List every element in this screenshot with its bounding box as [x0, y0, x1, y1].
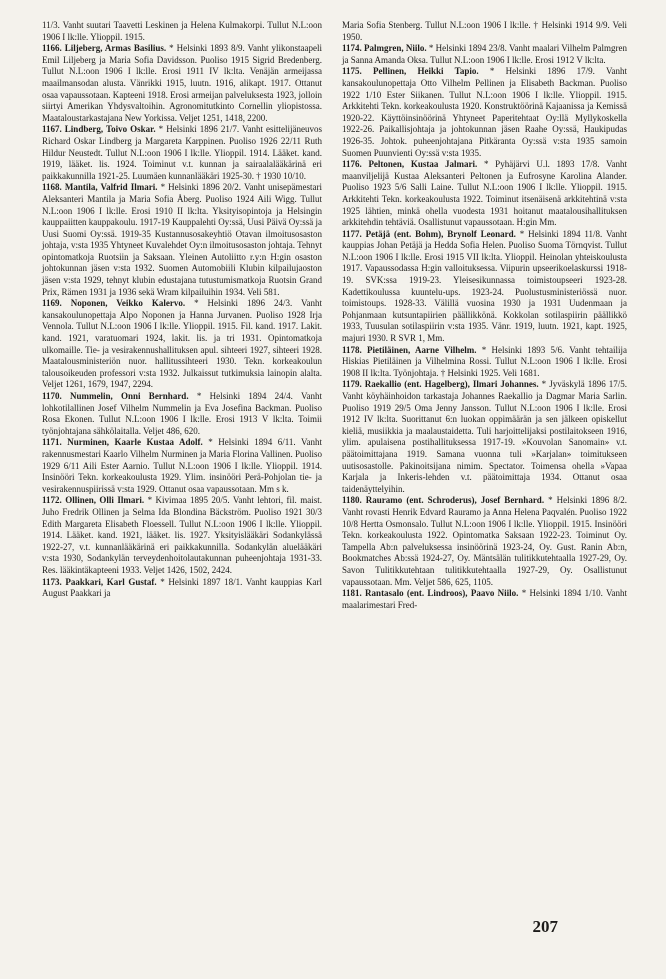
entry-text: * Helsinki 1893 8/9. Vanht ylikonstaapeli Emil Liljeberg ja Maria Sofia Davidsson. Puoliso 1915 Sigrid Bredenberg. Tullut N.L:oon 1906 I lk:lle. Erosi 1911 IV lk:lta. Venäjän armeijassa maailmansodan alusta. Vänrikki 1915, luutn. 1916, alikapt. 1917. Ottanut osaa vapaussotaan. Kapteeni 1918. Erosi armeijan palveluksesta 1923, jolloin siirtyi Amerikan Yhdysvaltoihin. Agronomitutkinto Cornellin yliopistossa. Maataloustarkastajana New Yorkissa. Veljet 1251, 1418, 2200. [42, 43, 323, 123]
entry-text: Maria Sofia Stenberg. Tullut N.L:oon 1906 I lk:lle. † Helsinki 1914 9/9. Veli 1950. [342, 20, 627, 42]
entry-text: * Helsinki 1896 20/2. Vanht unisepämestari Aleksanteri Mantila ja Maria Sofia Åberg. Puoliso 1924 Aili Wigg. Tullut N.L:oon 1906 I lk:lle. Erosi 1910 II lk:lta. Yksityisopintoja ja Helsingin kauppaiitten kauppakoulu. 1917-19 Kauppalehti Oy:ssä, Uusi Päivä Oy:ssä ja Uusi Suomi Oy:ssä. 1919-35 Kustannusosakeyhtiö Otavan ilmoitusosaston johtaja, v:sta 1935 Yhtyneet Kuvalehdet Oy:n ilmoitusosaston johtaja. Tehnyt opintomatkoja Ruotsiin ja Saksaan. Yleinen Autoliitto r.y:n H:gin osaston johtokunnan jäsen v:sta 1932. Suomen Automobiili Klubin kilpailujaoston jäsen v:sta 1929, tehnyt klubin edustajana tutustumismatkoja Ruotsin Grand Prix, Rämen 1931 ja 1936 sekä Wram kilpailuihin 1934. Veli 581. [42, 182, 322, 297]
biography-entry [342, 20, 627, 43]
biography-entry [42, 124, 322, 182]
entry-text: * Helsinki 1894 1/10. Vanht maalarimestari Fred- [342, 588, 627, 610]
entry-text: * Pyhäjärvi U.l. 1893 17/8. Vanht maanviljelijä Kustaa Aleksanteri Peltonen ja Eufrosyne Karolina Alander. Puoliso 1923 5/6 Salli Laine. Tullut N.L:oon 1906 I lk:lle. Ylioppil. 1915. Arkkitehti Tekn. korkeakoulusta 1922. Toiminut itsenäisenä arkkitehtinä v:sta 1925 lähtien, minkä ohella vuodesta 1931 hoitanut maatalousihallituksen arkkitehdin tehtäviä. Osallistunut vapaussotaan. H:gin Mm. [342, 159, 628, 228]
entry-heading: 1175. Pellinen, Heikki Tapio. [342, 66, 479, 77]
biography-entry [342, 345, 627, 380]
biography-entry [342, 229, 627, 345]
biography-entry [42, 43, 322, 124]
entry-text: * Helsinki 1893 5/6. Vanht tehtailija Hiskias Pietiläinen ja Vilhelmina Rossi. Tullut N.L:oon 1906 I lk:lle. Erosi 1908 II lk:lta. Työnjohtaja. † Helsinki 1925. Veli 1681. [342, 344, 628, 378]
entry-heading: 1170. Nummelin, Onni Bernhard. [42, 391, 189, 401]
biography-entry [42, 298, 322, 391]
entry-text: * Helsinki 1897 18/1. Vanht kauppias Karl August Paakkari ja [42, 576, 322, 599]
biography-entry [342, 159, 627, 229]
page-number: 207 [532, 917, 558, 936]
biography-entry [42, 391, 322, 437]
entry-text: 11/3. Vanht suutari Taavetti Leskinen ja Helena Kulmakorpi. Tullut N.L:oon 1906 I lk:lle. Ylioppil. 1915. [42, 20, 322, 42]
biography-entry [342, 495, 627, 588]
biography-entry [342, 588, 627, 611]
biography-entry [342, 379, 627, 495]
biography-entry [42, 577, 322, 600]
entry-text: * Helsinki 1896 8/2. Vanht rovasti Henrik Edvard Rauramo ja Anna Helena Paqvalén. Puoliso 1922 10/8 Hertta Osmonsalo. Tullut N.L:oon 1906 I lk:lle. Ylioppil. 1915. Insinööri Tekn. korkeakoulusta 1922. Opintomatka Saksaan 1922-23. Toiminut Oy. Tampella Ab:n palveluksessa insinöörinä 1923-24, Oy. Gust. Ranin Ab:n, Bookmatches Ab:ssä 1924-27, Oy. Mäntsälän tulitikkutehtaalla 1927-29, Oy. Savon Tulitikkutehtaan tulitikkutehtaalla 1927-29, Oy. Osallistunut vapaussotaan. Mm. Veljet 586, 625, 1105. [342, 495, 627, 587]
entry-text: * Helsinki 1896 21/7. Vanht esittelijäneuvos Richard Oskar Lindberg ja Margareta Karppinen. Puoliso 1926 22/11 Ruth Hildur Neustedt. Tullut N.L:oon 1906 I lk:lle. Ylioppil. 1914. Lääket. kand. 1919, lääket. lis. 1924. Toiminut v.t. kunnan ja sairaalalääkärinä eri paikkakunnilla 1921-25. Luumäen kunnanlääkäri 1925-30. † 1930 10/10. [42, 124, 322, 181]
biography-entry [342, 66, 627, 159]
entry-text: * Helsinki 1896 17/9. Vanht kansakoulunopettaja Otto Vilhelm Pellinen ja Elisabeth Backman. Puoliso 1922 1/10 Ester Siikanen. Tullut N.L:oon 1906 I lk:lle. Ylioppil. 1915. Arkkitehti Tekn. korkeakoulusta 1920. Konstruktöörinä Kajaanissa ja Kemissä 1920-22. Käyttöinsinöörinä Yhtyneet Paperitehtaat Oy:llä Myllykoskella 1922-26. Paikallisjohtaja ja johtokunnan jäsen Raahe Oy:ssä, Haukipudas 1926-35. Johtok. puheenjohtajana Pitkäranta Oy:ssä v:sta 1935 samoin Suomen Puunvienti Oy:ssä v:sta 1935. [342, 66, 627, 158]
entry-heading: 1172. Ollinen, Olli Ilmari. [42, 495, 145, 506]
biography-entry [342, 43, 627, 66]
entry-text: * Helsinki 1894 24/4. Vanht lohkotilallinen Josef Vilhelm Nummelin ja Eva Josefina Backman. Puoliso Rosa Ekonen. Tullut N.L:oon 1906 I lk:lle. Erosi 1913 V lk:lta. Toimii työnjohtajana sähkölaitalla. Veljet 486, 620. [42, 391, 322, 436]
entry-text: * Helsinki 1894 23/8. Vanht maalari Vilhelm Palmgren ja Sanna Amanda Oksa. Tullut N.L:oon 1906 I lk:lle. Erosi 1912 V lk:lta. [342, 43, 627, 65]
entry-heading: 1178. Pietiläinen, Aarne Vilhelm. [342, 344, 477, 355]
entry-heading: 1180. Rauramo (ent. Schroderus), Josef Bernhard. [342, 495, 545, 506]
biography-entry [42, 437, 322, 495]
left-column [42, 20, 322, 600]
entry-heading: 1181. Rantasalo (ent. Lindroos), Paavo Niilo. [342, 588, 519, 599]
entry-heading: 1168. Mantila, Valfrid Ilmari. [42, 182, 158, 193]
right-column [342, 20, 627, 611]
biography-entry [42, 20, 322, 43]
entry-heading: 1173. Paakkari, Karl Gustaf. [42, 576, 157, 587]
entry-heading: 1169. Noponen, Veikko Kalervo. [42, 298, 186, 309]
entry-heading: 1171. Nurminen, Kaarle Kustaa Adolf. [42, 437, 203, 448]
entry-heading: 1167. Lindberg, Toivo Oskar. [42, 124, 156, 135]
entry-text: * Helsinki 1894 11/8. Vanht kauppias Johan Petäjä ja Hedda Sofia Helen. Puoliso Suoma Törnqvist. Tullut N.L:oon 1906 I lk:lle. Erosi 1915 VII lk:lta. Ylioppil. Heinolan yhteiskoulusta 1917. Vapaussodassa H:gin valloituksessa. Viipurin upseerikoelaskurssi 1918-19. SVK:ssa 1919-23. Yleisesikunnassa toimistoupseeri 1923-28. Kadettikoulussa kuuntelu-ups. 1923-24. Puolustusministeriössä nuor. toimistoups. 1928-33. Välillä vuosina 1930 ja 1931 Uudenmaan ja Pohjanmaan kutsuntapiirien päällikkönä. Kokkolan sotilaspiirin päällikkö 1933, Tuusulan sotilaspiirin v:sta 1935. Vänr. 1919, luutn. 1921, kapt. 1925, majuri 1930. R SVR 1, Mm. [342, 228, 627, 344]
entry-text: * Helsinki 1894 6/11. Vanht rakennusmestari Kaarlo Vilhelm Nurminen ja Maria Florina Vallinen. Puoliso 1929 6/11 Aili Ester Aarnio. Tullut N.L:oon 1906 I lk:lle. Ylioppil. 1914. Insinööri Tekn. korkeakoulusta 1929. Ylim. insinööri Perä-Pohjolan tie- ja vesirakennuspiirissä v:sta 1929. Ottanut osaa vapaussotaan. Mm s k. [42, 437, 323, 494]
entry-heading: 1179. Raekallio (ent. Hagelberg), Ilmari Johannes. [342, 379, 539, 390]
entry-text: * Kivimaa 1895 20/5. Vanht lehtori, fil. maist. Juho Fredrik Ollinen ja Selma Ida Blondina Bäckström. Puoliso 1921 30/3 Edith Margareta Elisabeth Floessell. Tullut N.L:oon 1906 I lk:lle. Ylioppil. 1914. Lääket. kand. 1921, lääket. lis. 1927. Yksityislääkäri Sodankylässä 1922-27, v.t. kunnanlääkärinä eri paikkakunnilla. Sodankylän aluelääkäri v:sta 1930, Sodankylän terveydenhoitolautakunnan puheenjohtaja 1931-33. Res. lääkintäkapteeni 1933. Veljet 1426, 1502, 2424. [42, 495, 322, 575]
entry-text: * Helsinki 1896 24/3. Vanht kansakoulunopettaja Alpo Noponen ja Hanna Jurvanen. Puoliso 1928 Irja Vennola. Tullut N.L:oon 1906 I lk:lle. Ylioppil. 1915. Fil. kand. 1917. Lakit. kand. 1921, varatuomari 1924, lakit. lis. ja tri 1931. Opintomatkoja ulkomaille. Tie- ja vesirakennushallituksen apul. sihteeri 1927, sihteeri 1928. Maatalousministeriön nuor. hallitussihteeri 1930. Tekn. korkeakoulun talousoikeuden professori v:sta 1932. Julkaissut tutkimuksia lainopin alalta. Veljet 1261, 1679, 1947, 2294. [42, 298, 322, 390]
entry-text: * Jyväskylä 1896 17/5. Vanht köyhäinhoidon tarkastaja Johannes Raekallio ja Dagmar Maria Sarlin. Puoliso 1919 29/5 Oma Jenny Jansson. Tullut N.L:oon 1906 I lk:lle. Erosi 1912 IV lk:lta. Suorittanut 6:n luokan oppimäärän ja sen jälkeen opiskellut kieliä, musiikkia ja maalaustaidetta. Tuli harjoittelijaksi postilaitokseen 1916, ylim. apulaisena postihallituksessa 1917-19. »Kouvolan Sanomain» v.t. päätoimittajana 1919. Samana vuonna tuli »Karjalan» toimitukseen uutisosastolle. Pakinoitsijana nimim. Spectator. Toimensa ohella »Vapaa Karjala ja Inkeris-lehden v.t. päätoimittaja 1934. Ottanut osaa taidenäyttelyihin. [342, 379, 628, 494]
biography-entry [42, 182, 322, 298]
biography-entry [42, 495, 322, 576]
entry-heading: 1174. Palmgren, Niilo. [342, 43, 427, 54]
entry-heading: 1177. Petäjä (ent. Bohm), Brynolf Leonard. [342, 228, 516, 239]
entry-heading: 1166. Liljeberg, Armas Basilius. [42, 43, 167, 54]
entry-heading: 1176. Peltonen, Kustaa Jalmari. [342, 159, 478, 170]
